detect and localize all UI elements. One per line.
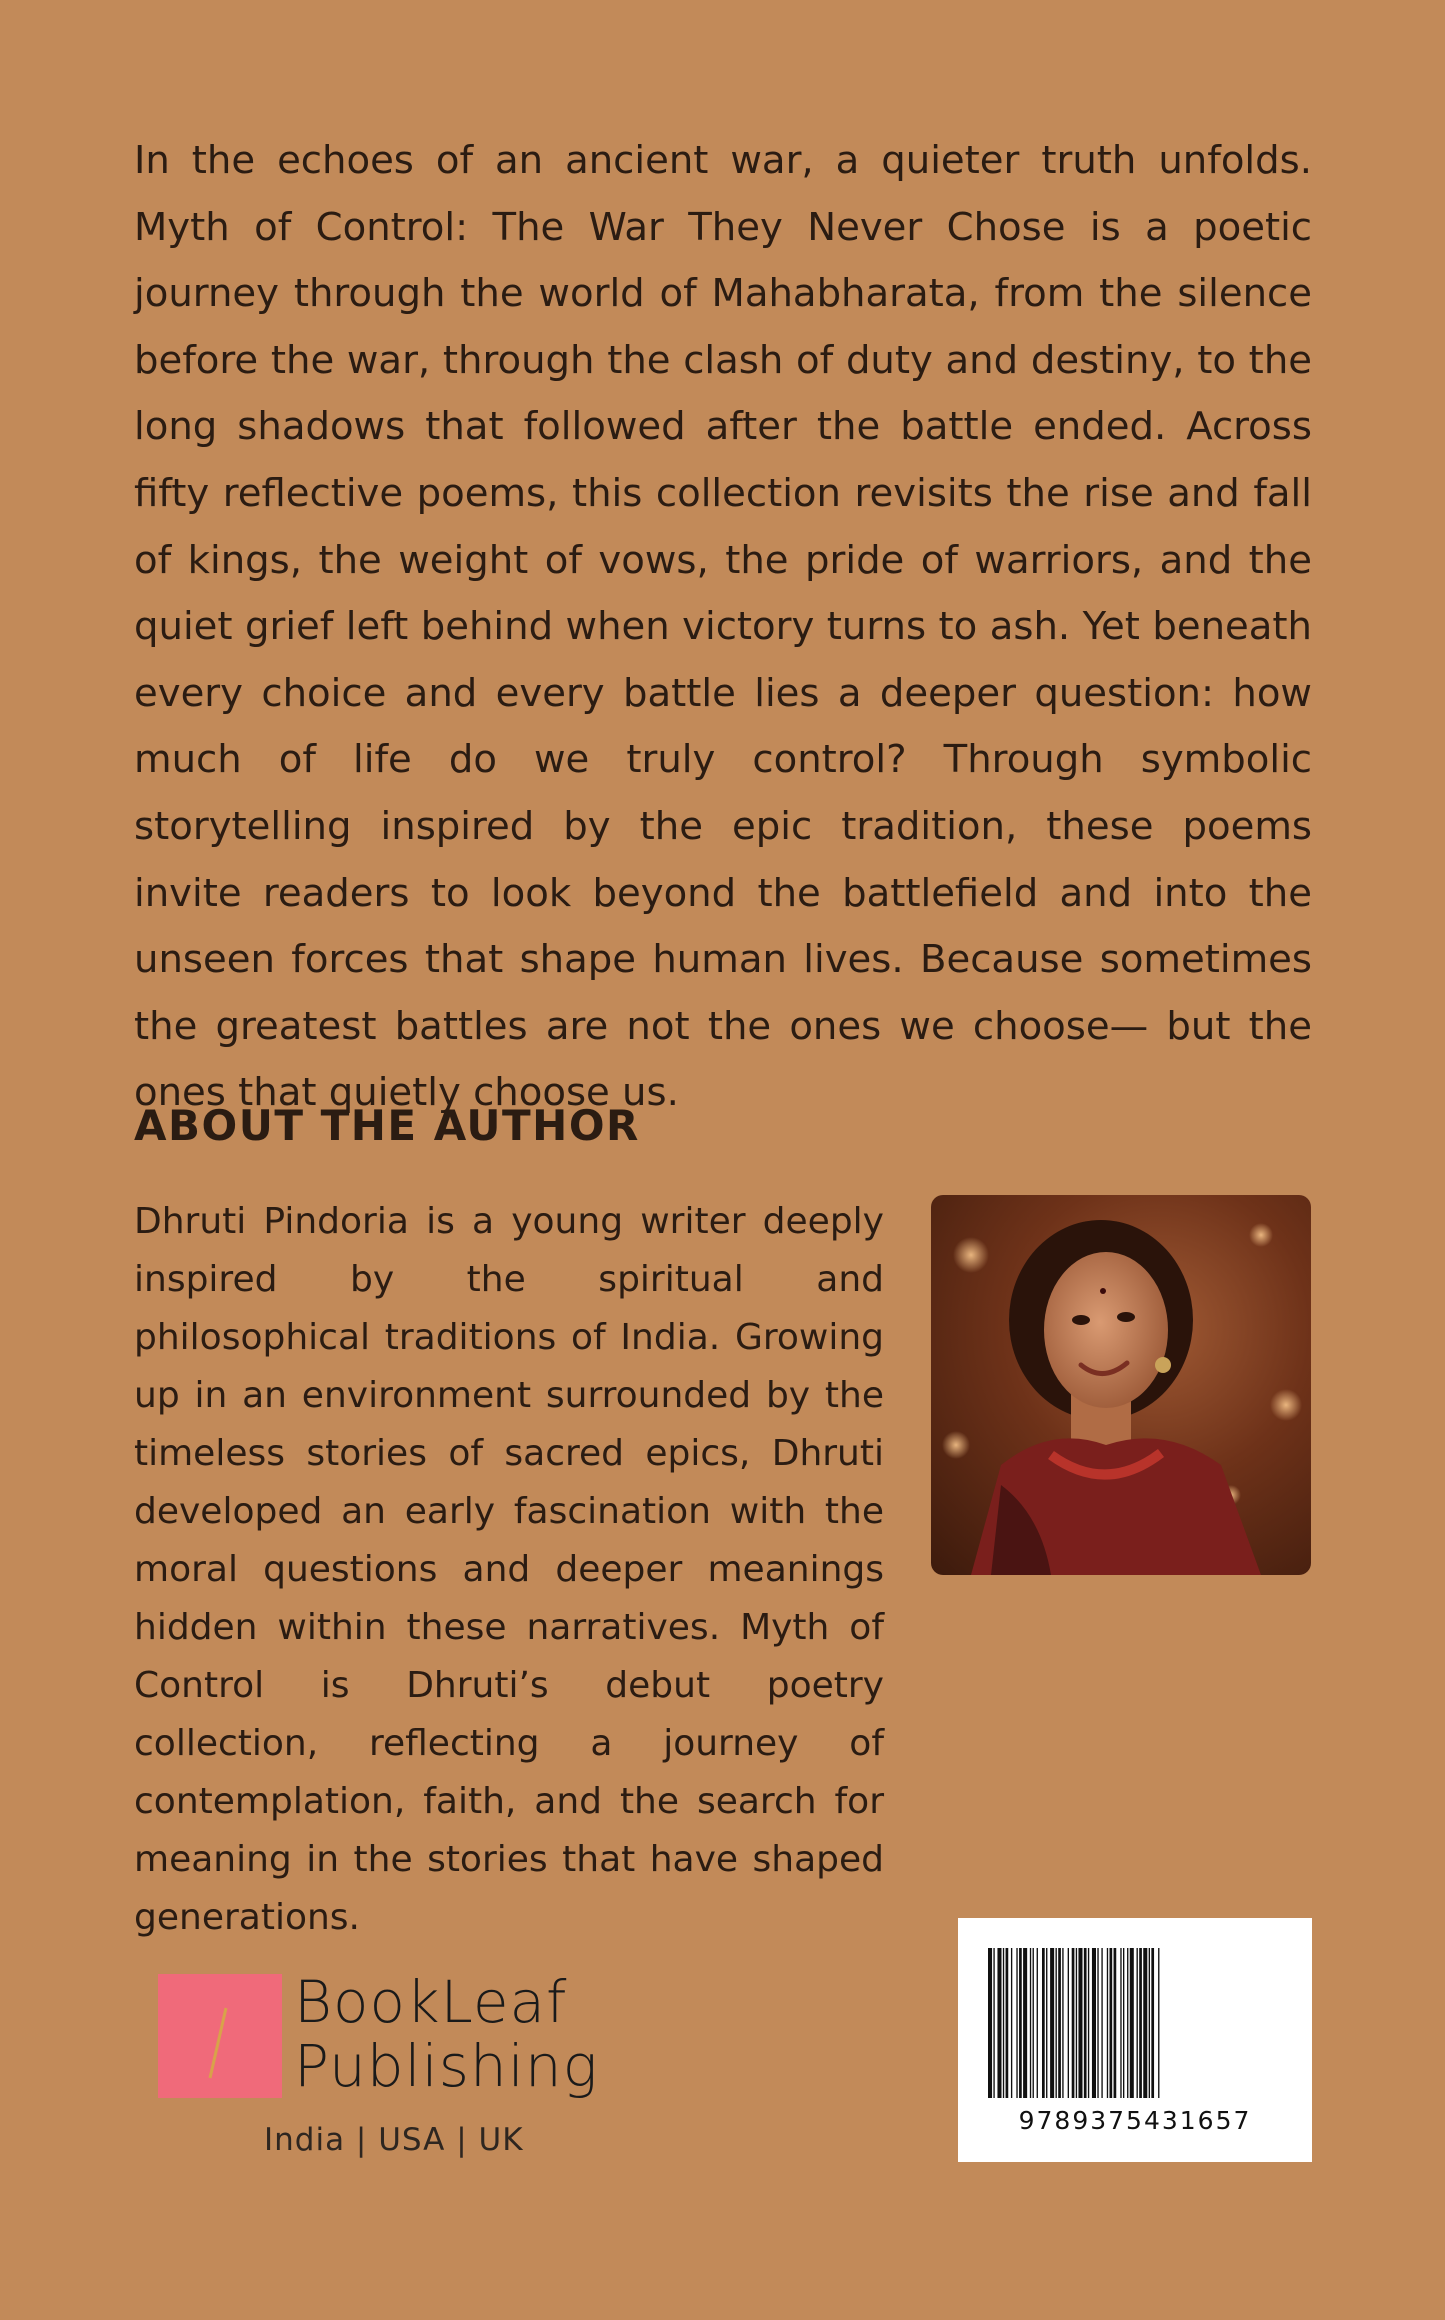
publisher-name-line-1: BookLeaf [294, 1968, 568, 2036]
bookleaf-logo-icon [158, 1974, 282, 2098]
author-bio: Dhruti Pindoria is a young writer deeply inspired by the spiritual and philosophical traditions of India. Growing up in an environment surrounded by the timeless stories of sacred epics, Dhruti developed an early fascination with the moral questions and deeper meanings hidden within these narratives. Myth of Control is Dhruti’s debut poetry collection, reflecting a journey of contemplation, faith, and the search for meaning in the stories that have shaped generations. [134, 1201, 884, 1938]
publisher-logo [158, 1966, 618, 2166]
isbn-number: 9789375431657 [1018, 2106, 1252, 2135]
about-author-heading: ABOUT THE AUTHOR [134, 1101, 640, 1150]
back-cover-blurb: In the echoes of an ancient war, a quieter truth unfolds. Myth of Control: The War They Never Chose is a poetic journey through the world of Mahabharata, from the silence before the war, through the clash of duty and destiny, to the long shadows that followed after the battle ended. Across fifty reflective poems, this collection revisits the rise and fall of kings, the weight of vows, the pride of warriors, and the quiet grief left behind when victory turns to ash. Yet beneath every choice and every battle lies a deeper question: how much of life do we truly control? Through symbolic storytelling inspired by the epic tradition, these poems invite readers to look beyond the battlefield and into the unseen forces that shape human lives. Because sometimes the greatest battles are not the ones we choose— but the ones that quietly choose us. [134, 138, 1312, 1116]
isbn-barcode [958, 1918, 1312, 2162]
publisher-regions: India | USA | UK [264, 2122, 524, 2158]
publisher-name-line-2: Publishing [294, 2032, 599, 2100]
author-photo [931, 1195, 1311, 1575]
barcode-icon [988, 1948, 1282, 2098]
